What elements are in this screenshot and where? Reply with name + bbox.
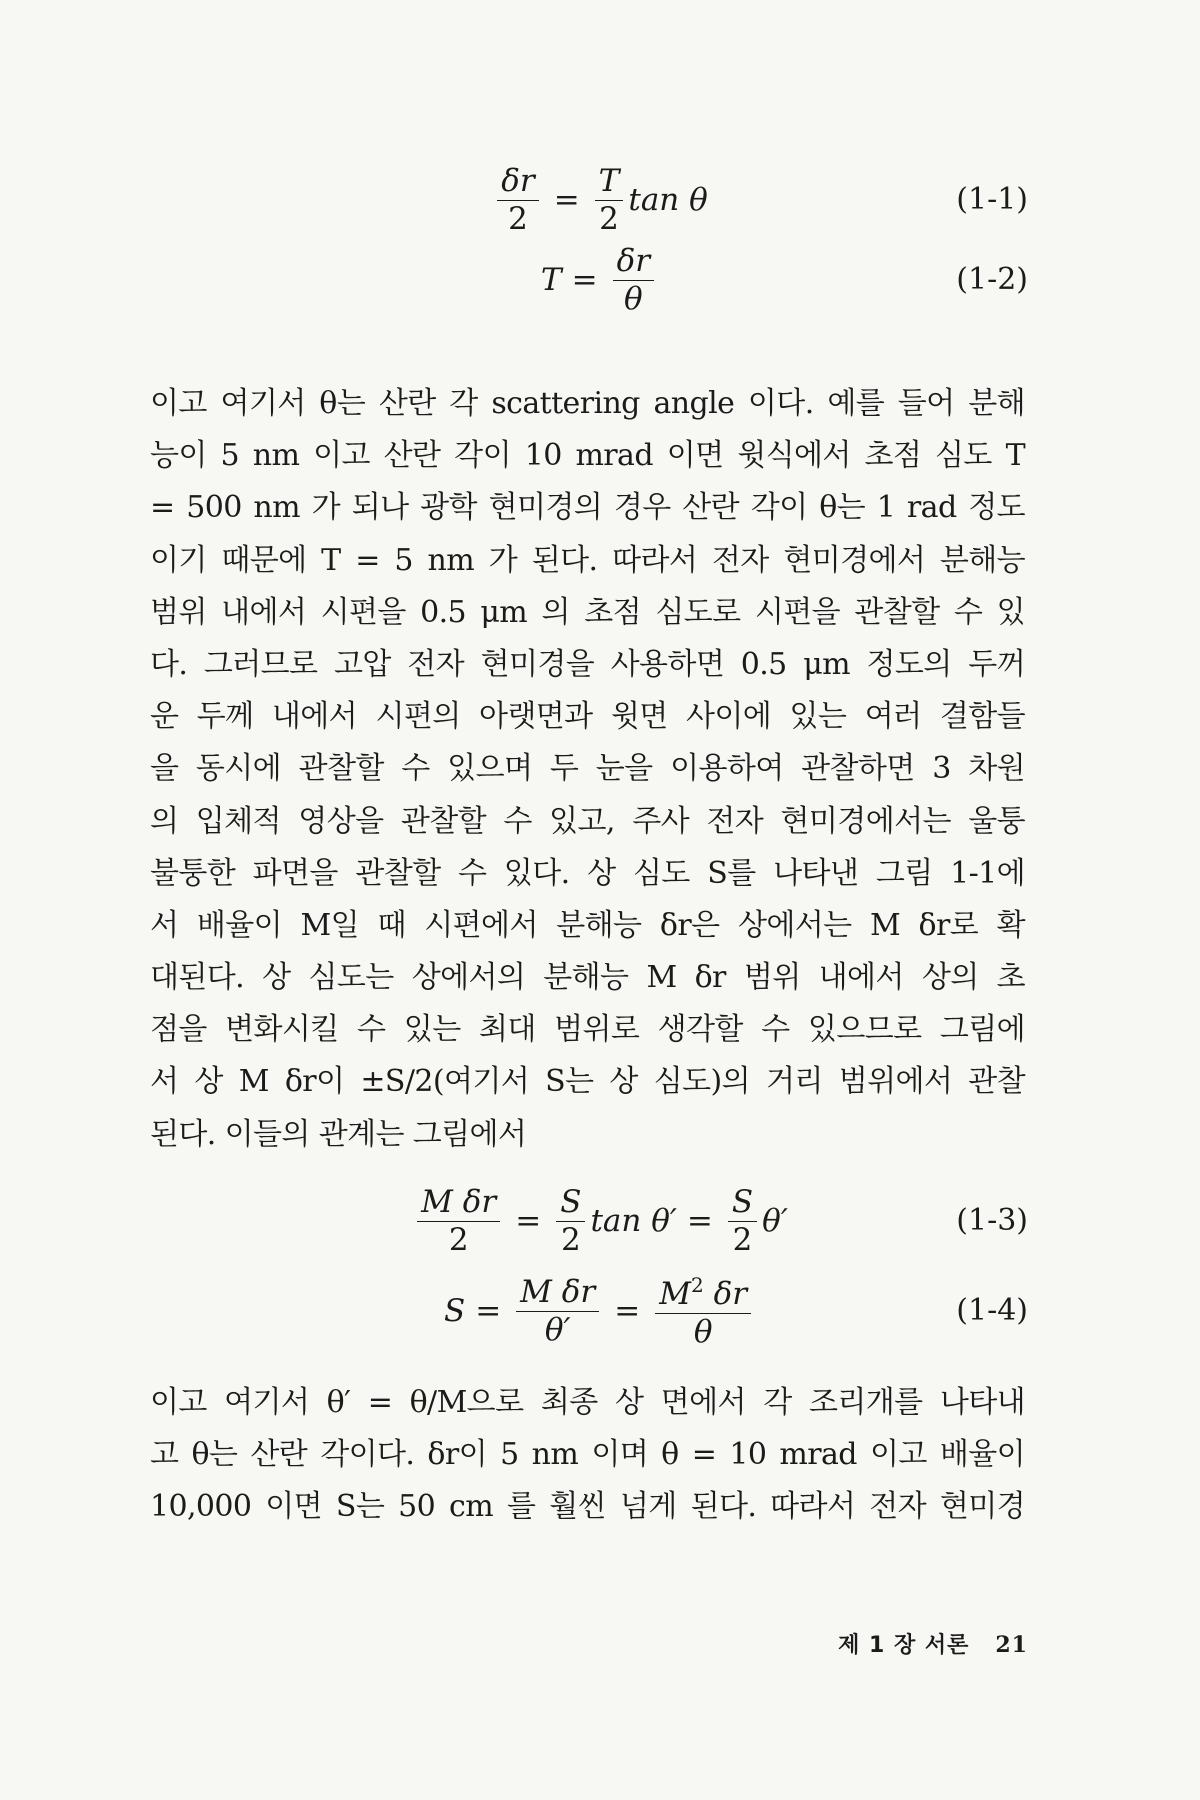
equation-number: (1-4) [956,1293,1028,1328]
numerator: δr [613,246,654,281]
equals-sign: = [515,1202,542,1239]
text-line: 다. 그러므로 고압 전자 현미경을 사용하면 0.5 μm 정도의 두꺼 [150,646,1025,682]
numerator [655,1272,751,1314]
chapter-label: 제 1 장 서론 [838,1633,970,1658]
text-line: 대된다. 상 심도는 상에서의 분해능 M δr 범위 내에서 상의 초 [150,960,1025,996]
equation-1-1 [0,162,1200,237]
equation-1-2 [0,242,1200,317]
equals-sign: = [553,181,580,218]
equals-sign: = [686,1202,713,1239]
text-line: 불퉁한 파면을 관찰할 수 있다. 상 심도 S를 나타낸 그림 1-1에 [150,855,1025,891]
denominator: 2 [732,1221,753,1258]
denominator: θ [624,280,643,317]
equation-number: (1-1) [956,182,1028,217]
superscript: 2 [690,1272,704,1297]
text-line: 능이 5 nm 이고 산란 각이 10 mrad 이면 윗식에서 초점 심도 T [150,438,1025,474]
text-line: 이고 여기서 θ′ = θ/M으로 최종 상 면에서 각 조리개를 나타내 [150,1385,1025,1420]
text-line: 10,000 이면 S는 50 cm 를 훨씬 넘게 된다. 따라서 전자 현미경 [150,1489,1025,1525]
denominator: 2 [599,200,619,237]
fraction [556,1183,585,1258]
text-line: 의 입체적 영상을 관찰할 수 있고, 주사 전자 현미경에서는 울퉁 [150,803,1025,839]
equation-1-3 [0,1180,1200,1262]
fraction [595,162,624,237]
text-line: = 500 nm 가 되나 광학 현미경의 경우 산란 각이 θ는 1 rad 정도 [150,490,1025,526]
numerator: T [595,166,624,201]
equation-term: tan θ′ [590,1202,677,1239]
numerator: S [556,1187,585,1222]
denominator: θ [693,1313,713,1350]
numerator: M δr [417,1187,500,1222]
text-line: 이고 여기서 θ는 산란 각 scattering angle 이다. 예를 들어 분해 [150,386,1025,421]
equation-number: (1-2) [956,262,1028,297]
text-line: 고 θ는 산란 각이다. δr이 5 nm 이며 θ = 10 mrad 이고 배율이 [150,1437,1025,1473]
text-line: 범위 내에서 시편을 0.5 μm 의 초점 심도로 시편을 관찰할 수 있 [150,594,1025,630]
equation-1-4 [0,1270,1200,1352]
fraction [613,242,654,317]
equals-sign: = [571,261,598,298]
denominator: 2 [560,1221,581,1258]
body-paragraph-2 [150,1377,1025,1534]
denominator: 2 [508,200,528,237]
numerator: S [728,1187,757,1222]
fraction [516,1273,599,1348]
denominator: 2 [448,1221,469,1258]
page-footer [838,1628,1028,1659]
numerator: M δr [516,1277,599,1312]
text-line: 운 두께 내에서 시편의 아랫면과 윗면 사이에 있는 여러 결함들 [150,699,1025,735]
text-line: 서 상 M δr이 ±S/2(여기서 S는 상 심도)의 거리 범위에서 관찰 [150,1064,1025,1100]
body-paragraph-1 [150,378,1025,1161]
denominator: θ′ [544,1311,571,1348]
text-line: 된다. 이들의 관계는 그림에서 [150,1116,527,1152]
equation-lhs: T [540,261,562,298]
equation-number: (1-3) [956,1203,1028,1238]
numerator-base: M [659,1275,691,1312]
numerator: δr [497,166,538,201]
equals-sign: = [475,1292,502,1329]
equation-tail: tan θ [628,181,708,218]
equation-lhs: S [443,1292,466,1329]
text-line: 서 배율이 M일 때 시편에서 분해능 δr은 상에서는 M δr로 확 [150,907,1025,943]
text-line: 이기 때문에 T = 5 nm 가 된다. 따라서 전자 현미경에서 분해능 [150,542,1025,578]
page-number: 21 [995,1632,1028,1658]
text-line: 점을 변화시킬 수 있는 최대 범위로 생각할 수 있으므로 그림에 [150,1012,1025,1048]
equals-sign: = [614,1292,641,1329]
fraction [655,1272,751,1350]
numerator-tail: δr [703,1275,748,1312]
fraction [497,162,538,237]
fraction [417,1183,500,1258]
equation-term: θ′ [762,1202,788,1239]
text-line: 을 동시에 관찰할 수 있으며 두 눈을 이용하여 관찰하면 3 차원 [150,751,1025,787]
fraction [728,1183,757,1258]
